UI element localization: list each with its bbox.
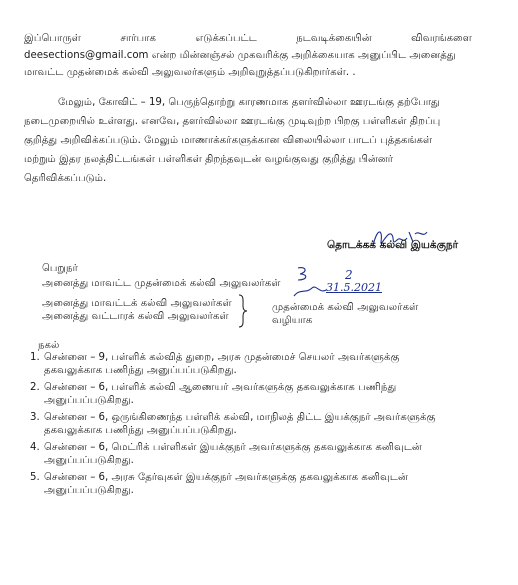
list-item — [24, 352, 436, 377]
via-line: வழியாக — [272, 315, 313, 326]
item-number: 4. — [30, 442, 40, 453]
paragraph-covid-notice — [24, 96, 440, 191]
copy-recipient: அனைத்து வட்டாரக் கல்வி அலுவலர்கள் — [42, 311, 229, 322]
copy-recipient: அனைத்து மாவட்டக் கல்வி அலுவலர்கள் — [42, 298, 232, 309]
item-number: 3. — [30, 412, 40, 423]
list-item — [24, 412, 436, 437]
item-text: சென்னை – 6, மெட்ரிக் பள்ளிகள் இயக்குநர் அவர்களுக்கு தகவலுக்காக கனிவுடன் — [44, 442, 422, 453]
item-number: 5. — [30, 472, 40, 483]
copy-recipients — [42, 297, 232, 323]
item-text: அனுப்பப்படுகிறது. — [44, 454, 134, 466]
item-text: சென்னை – 9, பள்ளிக் கல்வித் துறை, அரசு முதன்மைச் செயலர் அவர்களுக்கு — [44, 352, 400, 363]
handwritten-mark: 2 — [345, 268, 353, 282]
paragraph-line: நடைமுறையில் உள்ளது. எனவே, தளர்வில்லா ஊரடங்கு முடிவுற்ற பிறகு பள்ளிகள் திறப்பு — [24, 116, 441, 127]
word: எடுக்கப்பட்ட — [195, 33, 257, 44]
recipients-heading: பெறுநர் — [42, 263, 78, 274]
item-text: சென்னை – 6, அரசு தேர்வுகள் இயக்குநர் அவர்களுக்கு தகவலுக்காக கனிவுடன் — [44, 472, 408, 483]
paragraph-line: deesections@gmail.com என்ற மின்னஞ்சல் முகவரிக்கு அறிக்கையாக அனுப்பிட அனைத்து — [24, 50, 456, 61]
list-item — [24, 472, 436, 497]
item-text: அனுப்பப்படுகிறது. — [44, 394, 134, 406]
list-item — [24, 382, 436, 407]
via-note — [272, 301, 418, 327]
via-line: முதன்மைக் கல்வி அலுவலர்கள் — [272, 302, 419, 313]
copy-to-heading: நகல் — [38, 340, 60, 351]
item-text: தகவலுக்காக பணிந்து அனுப்பப்படுகிறது. — [44, 424, 237, 436]
handwritten-date: 31.5.2021 — [326, 281, 382, 294]
item-text: சென்னை – 6, பள்ளிக் கல்வி ஆணையர் அவர்களுக்கு தகவலுக்காக பணிந்து — [44, 382, 397, 393]
right-brace — [238, 294, 248, 328]
paragraph-line: குறித்து அறிவிக்கப்படும். மேலும் மாணாக்கர்களுக்கான விலையில்லா பாடப் புத்தகங்கள் — [24, 135, 433, 146]
signatory-title: தொடக்கக் கல்வி இயக்குநர் — [327, 239, 459, 251]
word: விவரங்களை — [411, 33, 472, 44]
list-item — [24, 442, 436, 467]
word: நடவடிக்கையின் — [296, 33, 372, 44]
item-number: 1. — [30, 352, 40, 363]
word: சார்பாக — [120, 33, 157, 44]
item-text: அனுப்பப்படுகிறது. — [44, 484, 134, 496]
paragraph-line: மேலும், கோவிட் – 19, பெருந்தொற்று காரணமாக தளர்வில்லா ஊரடங்கு தற்போது — [58, 97, 440, 108]
paragraph-report-request — [24, 32, 494, 83]
item-text: தகவலுக்காக பணிந்து அனுப்பப்படுகிறது. — [44, 364, 237, 376]
recipient-line: அனைத்து மாவட்ட முதன்மைக் கல்வி அலுவலர்கள் — [42, 278, 281, 289]
paragraph-line — [24, 32, 472, 49]
item-text: சென்னை – 6, ஒருங்கிணைந்த பள்ளிக் கல்வி, மாநிலத் திட்ட இயக்குநர் அவர்களுக்கு — [44, 412, 436, 423]
paragraph-line: மாவட்ட முதன்மைக் கல்வி அலுவலர்களும் அறிவுறுத்தப்படுகிறார்கள். . — [24, 67, 356, 78]
item-number: 2. — [30, 382, 40, 393]
copy-to-list — [24, 352, 436, 502]
paragraph-line: மற்றும் இதர நலத்திட்டங்கள் பள்ளிகள் திறந்தவுடன் வழங்குவது குறித்து பின்னர் — [24, 154, 394, 165]
word: இப்பொருள் — [24, 33, 81, 44]
paragraph-line: தெரிவிக்கப்படும். — [24, 173, 107, 184]
